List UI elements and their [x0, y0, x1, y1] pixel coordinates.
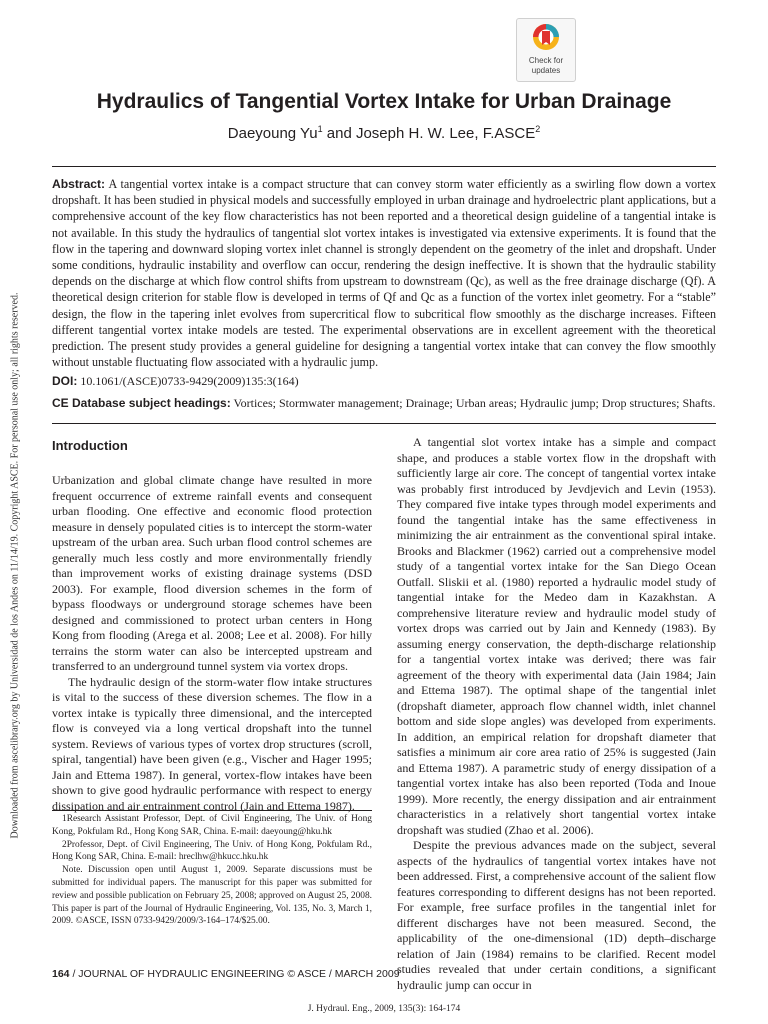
author-1: Daeyoung Yu — [227, 125, 318, 142]
subject-headings-label: CE Database subject headings: — [52, 396, 231, 410]
author-1-affiliation-mark: 1 — [317, 124, 323, 134]
author-line — [0, 124, 768, 142]
paper-title: Hydraulics of Tangential Vortex Intake for Urban Drainage — [96, 90, 672, 113]
author-2: Joseph H. W. Lee, F.ASCE — [355, 125, 536, 142]
badge-label-line1: Check for — [528, 56, 564, 65]
abstract-top-rule — [52, 166, 716, 167]
footnote-2: 2Professor, Dept. of Civil Engineering, The Univ. of Hong Kong, Pokfulam Rd., Hong Kong SAR, China. E-mail: hreclhw@hkucc.hku.hk — [52, 839, 372, 863]
footnote-1: 1Research Assistant Professor, Dept. of Civil Engineering, The Univ. of Hong Kong, Pokfulam Rd., Hong Kong SAR, China. E-mail: daeyoung@hku.hk — [52, 814, 372, 837]
abstract — [52, 176, 716, 370]
abstract-bottom-rule — [52, 423, 716, 424]
abstract-text: A tangential vortex intake is a compact structure that can convey storm water efficiently as a swirling flow down a vortex dropshaft. It has been studied in physical models and successfully employed in urban drainage and hydroelectric plant applications, but a comprehensive account of the key flow characteristics has not been reported and a theoretical design guideline of a tangential intake is not available. In this study the hydraulics of tangential slot vortex intakes is investigated via extensive experiments. It is found that the flow in the tapering and downward sloping vortex inlet channel is strongly dependent on the geometry of the inlet and dropshaft. Under some conditions, hydraulic instability and overflow can occur, rendering the design ineffective. It is shown that the hydraulic stability depends on the discharge at which flow control shifts from upstream to downstream (Qc), as well as the free drainage discharge (Qf). A theoretical design criterion for stable flow is developed in terms of Qf and Qc as a function of the vortex inlet geometry. For a “stable” design, the flow in the tapering inlet evolves from supercritical flow to subcritical flow smoothly as the discharge increases. Fifteen different tangential vortex intake models are tested. The experimental observations are in excellent agreement with the theoretical prediction. The present study provides a general guideline for designing a tangential vortex intake that can convey the flow smoothly without unstable fluctuating flow associated with a hydraulic jump. — [52, 177, 716, 370]
intro-paragraph-2: The hydraulic design of the storm-water flow intake structures is vital to the success of these diversion schemes. The flow in a vortex intake is typically three dimensional, and the intercepted flow is conveyed via a long vertical dropshaft into the tunnel system. Reviews of various types of vortex drop structures (scroll, spiral, tangential) have been given (e.g., Vischer and Hager 1995; Jain and Ettema 1987). In general, vortex-flow intakes have been shown to give good hydraulic performance with respect to energy dissipation and air entrainment control (Jain and Ettema 1987). — [52, 674, 372, 813]
doi-line — [52, 374, 299, 389]
intro-paragraph-1: Urbanization and global climate change have resulted in more frequent occurrence of extreme rainfall events and consequent urban flooding. One effective and economic flood protection measure in densely populated cities is to intercept the storm-water upstream of the urban area. Such urban flood control schemes are generally much less costly and more environmentally friendly than improvement works of existing drainage systems (DSD 2003). For example, flood diversion schemes in the form of bypass floodways or underground storage schemes have been designed and commissioned to protect urban centers in Hong Kong from flooding (Arega et al. 2008; Lee et al. 2008). For hilly terrains the storm water can also be intercepted upstream and transferred to an underground tunnel system via vortex drops. — [52, 473, 372, 673]
crossmark-icon — [531, 23, 561, 55]
author-joiner: and — [322, 125, 356, 142]
journal-running-footer: / JOURNAL OF HYDRAULIC ENGINEERING © ASCE / MARCH 2009 — [69, 968, 400, 980]
footnotes — [52, 810, 372, 928]
abstract-label: Abstract: — [52, 177, 106, 191]
right-column — [397, 435, 716, 993]
subject-headings-value: Vortices; Stormwater management; Drainage; Urban areas; Hydraulic jump; Drop structures; Shafts. — [230, 396, 716, 410]
page-footer — [52, 968, 400, 980]
doi-value[interactable]: 10.1061/(ASCE)0733-9429(2009)135:3(164) — [77, 374, 299, 388]
citation-line: J. Hydraul. Eng., 2009, 135(3): 164-174 — [307, 1004, 461, 1014]
section-heading-introduction: Introduction — [52, 438, 128, 453]
page-number: 164 — [52, 968, 70, 980]
left-column — [52, 473, 372, 814]
download-sidebar-note: Downloaded from ascelibrary.org by Universidad de los Andes on 11/14/19. Copyright ASCE. For personal use only; all rights reserved. — [9, 292, 21, 839]
badge-label-line2: updates — [531, 66, 561, 75]
subject-headings — [52, 396, 732, 411]
author-2-affiliation-mark: 2 — [535, 124, 541, 134]
intro-paragraph-4: Despite the previous advances made on the subject, several aspects of the hydraulics of tangential vortex intakes have not been addressed. First, a comprehensive account of the salient flow features corresponding to different designs has not been reported. For example, free surface profiles in the tangential inlet for different discharges have not been measured. Second, the applicability of the one-dimensional (1D) depth–discharge relation of Jain (1984) remains to be clarified. Recent model studies revealed that under certain conditions, a significant hydraulic jump can occur in — [397, 838, 716, 992]
intro-paragraph-3: A tangential slot vortex intake has a simple and compact shape, and produces a stable vortex flow in the dropshaft with sufficiently large air core. The concept of tangential vortex intake was probably first introduced by Jevdjevich and Levin (1953). They compared five intake types through model experiments and found the tangential intake has the same effectiveness in minimizing the air entrainment as the conventional spiral intake. Brooks and Blackmer (1962) carried out a comprehensive model study of a tangential vortex intake for the San Diego Ocean Outfall. Sliskii et al. (1980) reported a hydraulic model study of tangential intake for the Medeo dam in Kazakhstan. A comprehensive literature review and hydraulic model study of vortex drops was carried out by Jain and Kennedy (1983). By assuming energy conservation, the depth-discharge relationship for a tangential vortex intake was derived; there was fair agreement of the theory with experimental data (Jain 1984; Jain and Ettema 1987). The optimal shape of the tangential inlet (dropshaft diameter, approach flow channel width, inlet channel bottom and side slope angles) was developed from experiments. In addition, an empirical relation for dropshaft diameter that satisfies a minimum air core area ratio of 25% is suggested (Jain and Ettema 1987). A parametric study of energy dissipation of a tangential vortex intake has also been reported (Toda and Inoue 1999). More recently, the energy dissipation and air entrainment characteristics in a relatively short tangential vortex intake dropshaft was studied (Zhao et al. 2006). — [397, 435, 716, 837]
check-for-updates-badge[interactable] — [516, 18, 576, 82]
footnote-note: Note. Discussion open until August 1, 2009. Separate discussions must be submitted for individual papers. The manuscript for this paper was submitted for review and possible publication on February 25, 2008; approved on August 25, 2008. This paper is part of the Journal of Hydraulic Engineering, Vol. 135, No. 3, March 1, 2009. ©ASCE, ISSN 0733-9429/2009/3-164–174/$25.00. — [52, 865, 373, 927]
doi-label: DOI: — [52, 374, 78, 388]
